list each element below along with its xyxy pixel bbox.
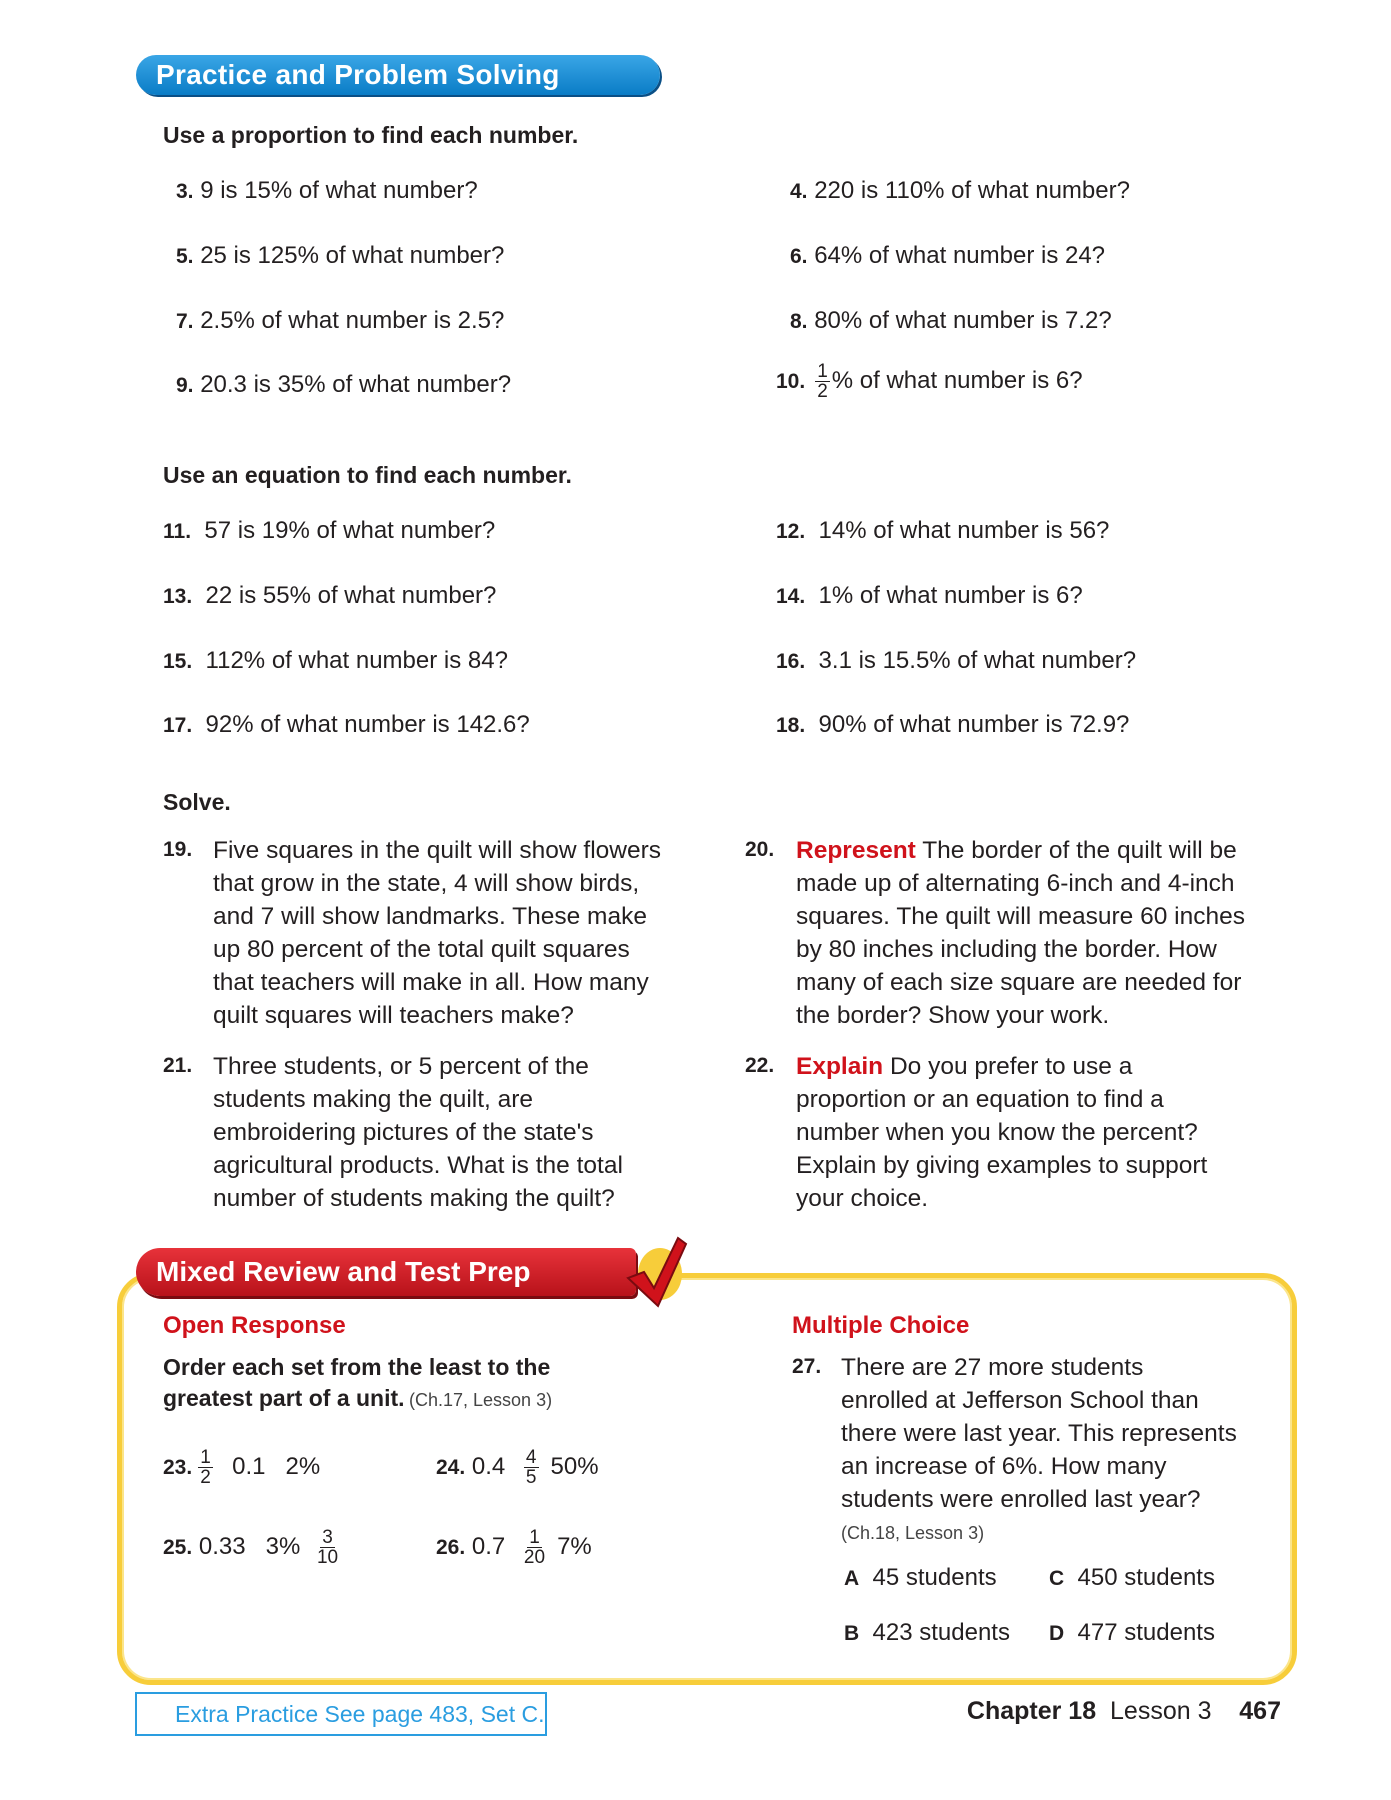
option-d[interactable]: D 477 students bbox=[1049, 1619, 1215, 1646]
solve-direction: Solve. bbox=[163, 789, 231, 815]
problem-20-text: Represent The border of the quilt will be made up of alternating 6-inch and 4-inch squares. The quilt will measure 60 inches by 80 inches including the border. How many of each size square are needed for the border? Show your work. bbox=[796, 837, 1245, 1029]
problem-27-reference: (Ch.18, Lesson 3) bbox=[841, 1523, 985, 1543]
exercise-5: 5. 25 is 125% of what number? bbox=[176, 242, 505, 269]
exercise-9: 9. 20.3 is 35% of what number? bbox=[176, 371, 512, 398]
page-footer bbox=[967, 1697, 1281, 1726]
exercise-24: 24. 0.4 $\frac{4}{5}$ 50% bbox=[436, 1447, 599, 1488]
exercise-16: 16. 3.1 is 15.5% of what number? bbox=[776, 647, 1137, 674]
page-number: 467 bbox=[1239, 1697, 1281, 1725]
exercise-25: 25. 0.33 3% $\frac{3}{10}$ bbox=[163, 1527, 339, 1568]
problem-22-text: Explain Do you prefer to use a proportion or an equation to find a number when you know the percent? Explain by giving examples to support your choice. bbox=[796, 1053, 1208, 1212]
problem-19-text: Five squares in the quilt will show flowers that grow in the state, 4 will show birds, and 7 will show landmarks. These make up 80 percent of the total quilt squares that teachers will make in all. How many quilt squares will teachers make? bbox=[213, 837, 661, 1029]
exercise-14: 14. 1% of what number is 6? bbox=[776, 582, 1083, 609]
fraction: $\frac{3}{10}$ bbox=[316, 1527, 339, 1568]
review-banner bbox=[136, 1248, 636, 1296]
exercise-3: 3. 9 is 15% of what number? bbox=[176, 177, 478, 204]
checkmark-icon bbox=[620, 1232, 692, 1312]
multiple-choice-heading: Multiple Choice bbox=[792, 1312, 970, 1339]
fraction: $\frac{1}{2}$ bbox=[200, 1447, 211, 1488]
review-title: Mixed Review and Test Prep bbox=[156, 1256, 531, 1287]
explain-label: Explain bbox=[796, 1053, 884, 1080]
exercise-4: 4. 220 is 110% of what number? bbox=[790, 177, 1130, 204]
exercise-7: 7. 2.5% of what number is 2.5? bbox=[176, 307, 505, 334]
option-c[interactable]: C 450 students bbox=[1049, 1564, 1215, 1591]
exercise-18: 18. 90% of what number is 72.9? bbox=[776, 711, 1130, 738]
fraction: $\frac{1}{2}$ bbox=[817, 361, 828, 402]
option-b[interactable]: B 423 students bbox=[844, 1619, 1010, 1646]
exercise-15: 15. 112% of what number is 84? bbox=[163, 647, 508, 674]
exercise-10: 10. $\frac{1}{2}$ % of what number is 6? bbox=[776, 361, 1083, 402]
fraction: $\frac{4}{5}$ bbox=[525, 1447, 537, 1488]
exercise-26: 26. 0.7 $\frac{1}{20}$ 7% bbox=[436, 1527, 592, 1568]
exercise-13: 13. 22 is 55% of what number? bbox=[163, 582, 497, 609]
exercise-6: 6. 64% of what number is 24? bbox=[790, 242, 1106, 269]
chapter-label: Chapter 18 bbox=[966, 1697, 1097, 1725]
equation-direction: Use an equation to find each number. bbox=[163, 462, 572, 488]
practice-banner bbox=[136, 55, 660, 95]
exercise-17: 17. 92% of what number is 142.6? bbox=[163, 711, 530, 738]
exercise-11: 11. 57 is 19% of what number? bbox=[163, 517, 496, 544]
fraction: $\frac{1}{20}$ bbox=[523, 1527, 546, 1568]
order-direction-2: greatest part of a unit. (Ch.17, Lesson 3) bbox=[163, 1385, 553, 1411]
problem-27-text: There are 27 more students enrolled at Jefferson School than there were last year. This represents an increase of 6%. How many students were enrolled last year? bbox=[841, 1354, 1237, 1513]
order-direction-1: Order each set from the least to the bbox=[163, 1354, 551, 1380]
exercise-8: 8. 80% of what number is 7.2? bbox=[790, 307, 1112, 334]
practice-title: Practice and Problem Solving bbox=[156, 59, 560, 90]
exercise-12: 12. 14% of what number is 56? bbox=[776, 517, 1110, 544]
exercise-23: 23. $\frac{1}{2}$ 0.1 2% bbox=[163, 1447, 321, 1488]
option-a[interactable]: A 45 students bbox=[844, 1564, 997, 1591]
open-response-heading: Open Response bbox=[163, 1312, 346, 1339]
extra-practice-link[interactable]: Extra Practice See page 483, Set C. bbox=[175, 1701, 545, 1727]
proportion-direction: Use a proportion to find each number. bbox=[163, 122, 579, 148]
problem-21-text: Three students, or 5 percent of the students making the quilt, are embroidering pictures of the state's agricultural products. What is the total number of students making the quilt? bbox=[213, 1053, 623, 1212]
extra-practice-box[interactable] bbox=[135, 1692, 547, 1736]
represent-label: Represent bbox=[796, 837, 916, 864]
lesson-label: Lesson 3 bbox=[1110, 1697, 1212, 1725]
